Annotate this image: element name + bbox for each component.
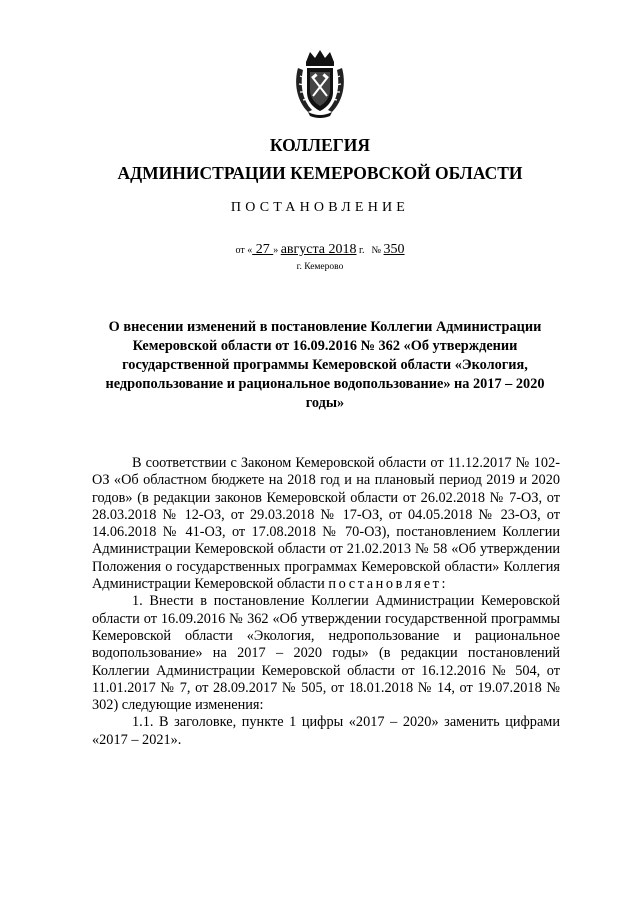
document-body	[92, 455, 560, 749]
document-subject: О внесении изменений в постановление Коллегии Администрации Кемеровской области от 16.09.2016 № 362 «Об утверждении государственной программы Кемеровской области «Экология, недропользование и рациональное водопользование» на 2017 – 2020 годы»	[105, 319, 545, 411]
paragraph-item-1-1: 1.1. В заголовке, пункте 1 цифры «2017 – 2020» заменить цифрами «2017 – 2021».	[92, 714, 560, 748]
paragraph-item-1: 1. Внести в постановление Коллегии Администрации Кемеровской области от 16.09.2016 № 362 «Об утверждении государственной программы Кемеровской области «Экология, недропользование и рациональное водопользование» на 2017 – 2020 годы» (в редакции постановлений Коллегии Администрации Кемеровской области от 16.12.2016 № 504, от 11.01.2017 № 7, от 28.09.2017 № 505, от 18.01.2018 № 14, от 19.07.2018 № 302) следующие изменения:	[92, 593, 560, 714]
document-number: 350	[383, 242, 405, 257]
date-month-year: августа 2018	[280, 242, 357, 257]
date-day: 27	[252, 242, 274, 257]
kemerovo-coat-of-arms-icon	[292, 48, 348, 120]
date-separator: »	[273, 245, 281, 256]
city: г. Кемерово	[296, 262, 344, 272]
resolves-verb: постановляет:	[328, 576, 449, 593]
date-prefix: от «	[235, 245, 253, 256]
date-number-line	[0, 242, 640, 258]
number-label: №	[371, 245, 384, 256]
organization-title: КОЛЛЕГИЯ	[269, 135, 371, 155]
document-type: ПОСТАНОВЛЕНИЕ	[230, 200, 410, 215]
date-year-suffix: г.	[356, 245, 365, 256]
organization-subtitle: АДМИНИСТРАЦИИ КЕМЕРОВСКОЙ ОБЛАСТИ	[117, 163, 523, 183]
paragraph-preamble	[92, 455, 560, 593]
preamble-text: В соответствии с Законом Кемеровской области от 11.12.2017 № 102-ОЗ «Об областном бюджете на 2018 год и на плановый период 2019 и 2020 годов» (в редакции законов Кемеровской области от 26.02.2018 № 7-ОЗ, от 28.03.2018 № 12-ОЗ, от 29.03.2018 № 17-ОЗ, от 04.05.2018 № 23-ОЗ, от 14.06.2018 № 41-ОЗ, от 17.08.2018 № 70-ОЗ), постановлением Коллегии Администрации Кемеровской области от 21.02.2013 № 58 «Об утверждении Положения о государственных программах Кемеровской области» Коллегия Администрации Кемеровской области	[92, 455, 560, 593]
